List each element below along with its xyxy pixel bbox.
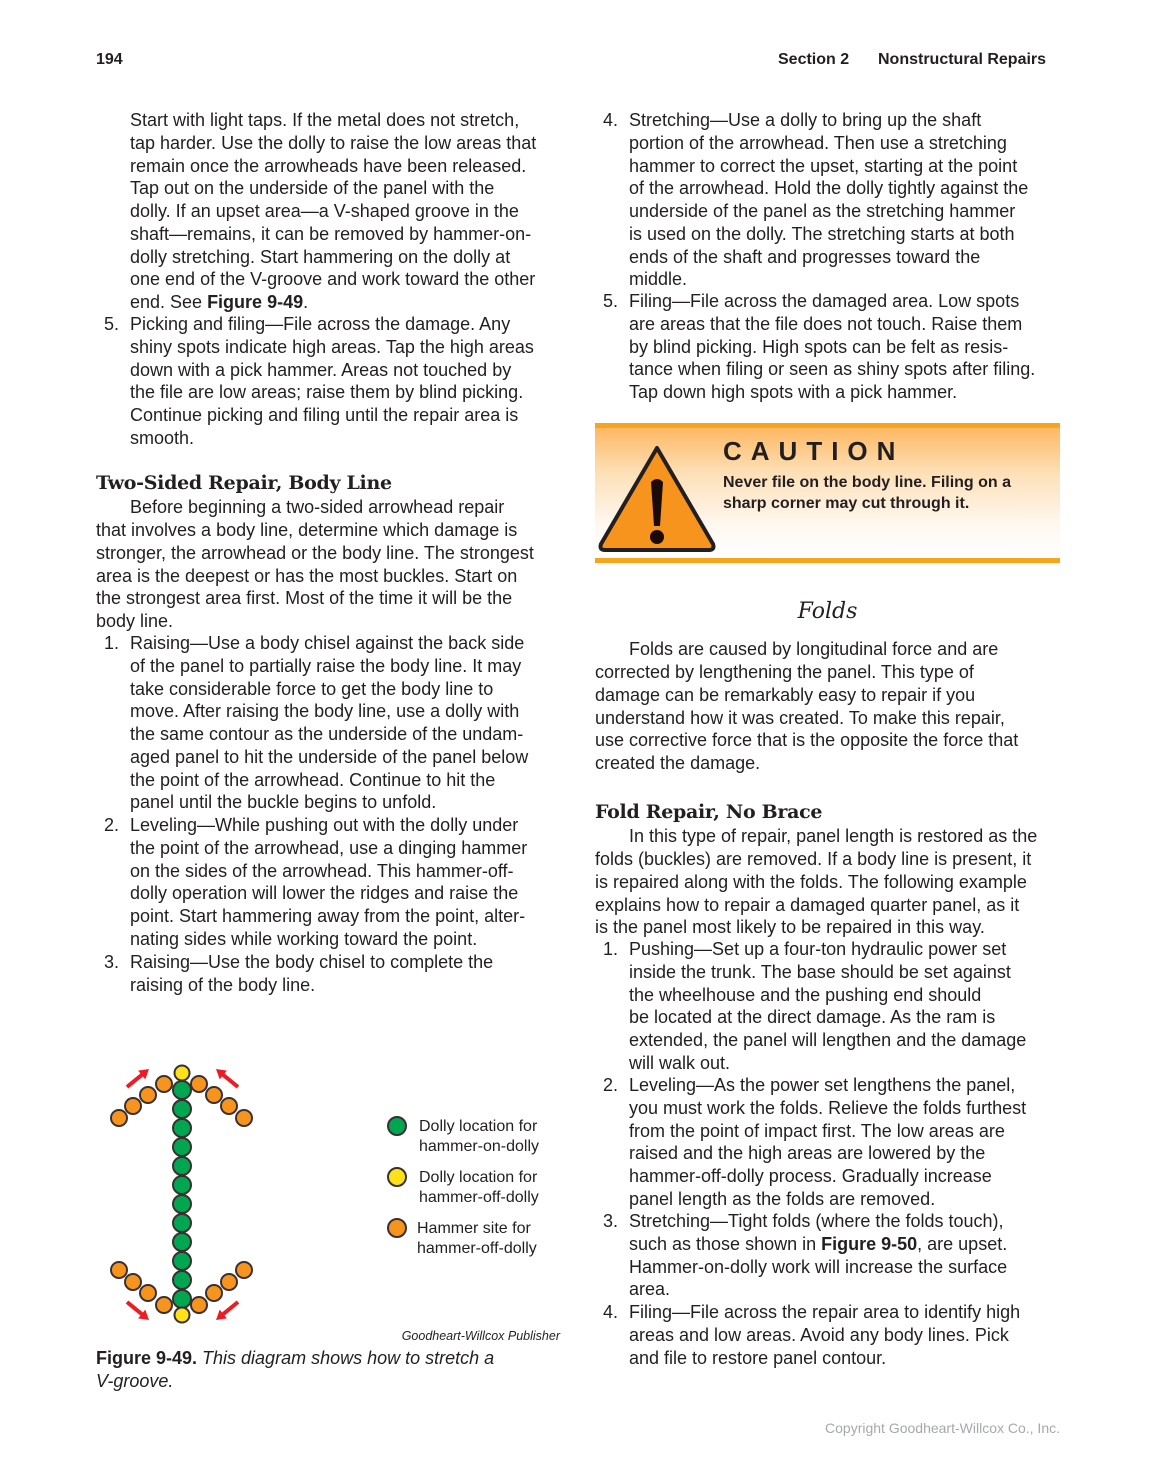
dolly-hammer-on-marker	[173, 1138, 191, 1156]
text-segment: corrected by lengthening the panel. This type of	[595, 662, 974, 682]
list-number: 4.	[603, 110, 619, 130]
hammer-site-marker	[156, 1076, 172, 1092]
text-segment: tance when filing or seen as shiny spots after filing.	[629, 359, 1036, 380]
text-segment: hammer-off-dolly process. Gradually increase	[629, 1166, 992, 1186]
text-segment: be located at the direct damage. As the ram is	[629, 1007, 996, 1028]
subsection-heading: Fold Repair, No Brace	[595, 801, 823, 823]
text-line	[629, 223, 1028, 246]
text-segment: Before beginning a two-sided arrowhead repair	[130, 497, 505, 517]
list-number: 3.	[104, 952, 120, 972]
text-segment: hammer to correct the upset, starting at the point	[629, 155, 1018, 176]
text-line	[629, 825, 1037, 848]
text-segment: In this type of repair, panel length is restored as the	[629, 826, 1038, 846]
caution-box	[595, 423, 1060, 563]
hammer-site-marker	[140, 1285, 156, 1301]
text-segment: , are upset.	[917, 1233, 1008, 1254]
text-segment: raising of the body line.	[130, 974, 316, 995]
text-segment: panel length as the folds are removed.	[629, 1188, 936, 1209]
text-line	[629, 381, 1035, 404]
text-segment: Start with light taps. If the metal does not stretch,	[130, 110, 520, 130]
text-segment: tap harder. Use the dolly to raise the low areas that	[130, 132, 537, 153]
text-segment: the file are low areas; raise them by blind picking.	[130, 382, 524, 403]
section-title: Nonstructural Repairs	[878, 51, 1047, 68]
legend-label: Dolly location for hammer-off-dolly	[419, 1169, 539, 1206]
text-segment: the same contour as the underside of the undam-	[130, 724, 524, 744]
text-segment: underside of the panel as the stretching hammer	[629, 201, 1016, 221]
text-line	[595, 752, 1018, 775]
text-line	[629, 638, 998, 661]
dolly-hammer-on-marker	[173, 1233, 191, 1251]
hammer-site-marker	[206, 1087, 222, 1103]
text-line	[595, 916, 1031, 939]
caption-label: Figure 9-49.	[96, 1348, 198, 1368]
hammer-site-marker	[236, 1262, 252, 1278]
hammer-site-marker	[125, 1274, 141, 1290]
text-line	[629, 132, 1028, 155]
text-segment: Raising—Use the body chisel to complete the	[130, 952, 494, 972]
text-segment: created the damage.	[595, 753, 761, 773]
dolly-hammer-on-marker	[173, 1100, 191, 1118]
list-item	[629, 109, 1028, 291]
list-number: 4.	[603, 1302, 619, 1322]
text-line	[595, 661, 1018, 684]
hammer-site-marker	[111, 1110, 127, 1126]
section-heading: Two-Sided Repair, Body Line	[96, 472, 392, 494]
text-segment: .	[303, 292, 309, 312]
direction-arrow-icon	[127, 1302, 149, 1320]
direction-arrow-icon	[127, 1069, 149, 1087]
list-item	[629, 938, 1026, 1075]
list-number: 5.	[603, 291, 619, 311]
hammer-site-marker	[191, 1076, 207, 1092]
hammer-site-marker	[236, 1110, 252, 1126]
text-line	[629, 1256, 1007, 1279]
text-segment: Picking and filing—File across the damage. Any	[130, 314, 511, 334]
text-segment: use corrective force that is the opposite the force that	[595, 730, 1019, 751]
dolly-hammer-on-marker	[173, 1271, 191, 1289]
hammer-site-marker	[156, 1297, 172, 1313]
text-line	[629, 1324, 1020, 1347]
text-segment: dolly stretching. Start hammering on the dolly at	[130, 246, 511, 267]
text-segment: understand how it was created. To make this repair,	[595, 707, 1005, 728]
text-segment: Filing—File across the repair area to identify high	[629, 1302, 1021, 1322]
text-line	[629, 1142, 1026, 1165]
text-segment: Stretching—Tight folds (where the folds touch),	[629, 1211, 1004, 1231]
list-number: 1.	[603, 939, 619, 959]
text-line	[595, 729, 1018, 752]
list-number: 1.	[104, 633, 120, 653]
text-line	[629, 155, 1028, 178]
text-segment: portion of the arrowhead. Then use a stretching	[629, 132, 1007, 153]
text-line	[629, 1074, 1026, 1097]
hammer-site-marker	[125, 1098, 141, 1114]
paragraph	[595, 661, 1018, 775]
text-segment: move. After raising the body line, use a dolly with	[130, 701, 520, 722]
text-segment: aged panel to hit the underside of the panel below	[130, 746, 529, 767]
text-segment: panel until the buckle begins to unfold.	[130, 792, 437, 813]
page-number: 194	[96, 51, 123, 68]
text-segment: from the point of impact first. The low areas are	[629, 1120, 1005, 1141]
text-segment: is the panel most likely to be repaired in this way.	[595, 917, 985, 938]
list-item	[629, 1301, 1020, 1369]
text-line	[629, 290, 1035, 313]
list-number: 5.	[104, 314, 120, 334]
text-segment: damage can be remarkably easy to repair if you	[595, 684, 976, 705]
dolly-hammer-on-marker	[173, 1195, 191, 1213]
text-segment: such as those shown in	[629, 1233, 822, 1254]
copyright: Copyright Goodheart-Willcox Co., Inc.	[825, 1420, 1060, 1436]
text-line	[629, 984, 1026, 1007]
text-line	[629, 109, 1028, 132]
text-segment: raised and the high areas are lowered by the	[629, 1143, 986, 1164]
text-line	[629, 1006, 1026, 1029]
text-line	[595, 707, 1018, 730]
hammer-site-marker	[140, 1087, 156, 1103]
text-line	[629, 1097, 1026, 1120]
text-segment: stronger, the arrowhead or the body line. The strongest	[96, 542, 534, 563]
text-segment: is used on the dolly. The stretching starts at both	[629, 223, 1015, 244]
text-line	[629, 1029, 1026, 1052]
text-segment: will walk out.	[629, 1052, 731, 1073]
text-segment: body line.	[96, 611, 174, 631]
text-segment: you must work the folds. Relieve the folds furthest	[629, 1097, 1027, 1118]
figure-reference: Figure 9-49	[207, 292, 304, 312]
text-segment: the wheelhouse and the pushing end should	[629, 984, 982, 1005]
text-line	[629, 246, 1028, 269]
dolly-hammer-on-marker	[173, 1119, 191, 1137]
text-segment: shiny spots indicate high areas. Tap the high areas	[130, 336, 534, 357]
text-segment: folds (buckles) are removed. If a body line is present, it	[595, 849, 1032, 869]
text-segment: are areas that the file does not touch. Raise them	[629, 313, 1023, 334]
text-segment: the point of the arrowhead, use a dinging hammer	[130, 837, 528, 858]
caution-title: CAUTION	[723, 436, 905, 466]
paragraph	[629, 825, 1037, 848]
hammer-site-marker	[221, 1098, 237, 1114]
figure-caption	[96, 1347, 494, 1393]
legend-label: Hammer site for hammer-off-dolly	[417, 1220, 537, 1257]
text-line	[629, 336, 1035, 359]
text-segment: nating sides while working toward the point.	[130, 928, 478, 949]
list-number: 3.	[603, 1211, 619, 1231]
section-label: Section 2	[778, 51, 850, 68]
legend-swatch-icon	[388, 1117, 406, 1135]
dolly-hammer-on-marker	[173, 1176, 191, 1194]
legend-swatch-icon	[388, 1168, 406, 1186]
text-segment: Folds are caused by longitudinal force and are	[629, 639, 999, 659]
text-line	[629, 358, 1035, 381]
warning-icon	[597, 442, 717, 552]
text-segment: explains how to repair a damaged quarter panel, as it	[595, 894, 1020, 915]
text-line	[629, 1233, 1007, 1256]
text-segment: of the panel to partially raise the body line. It may	[130, 655, 522, 676]
list-item	[629, 1074, 1026, 1211]
text-segment: remain once the arrowheads have been released.	[130, 155, 527, 176]
text-segment: area is the deepest or has the most buckles. Start on	[96, 565, 518, 586]
text-segment: Filing—File across the damaged area. Low spots	[629, 291, 1020, 311]
text-segment: and file to restore panel contour.	[629, 1347, 887, 1368]
text-segment: dolly operation will lower the ridges and raise the	[130, 883, 519, 904]
text-segment: on the sides of the arrowhead. This hammer-off-	[130, 860, 514, 881]
text-line	[595, 894, 1031, 917]
text-line	[629, 268, 1028, 291]
hammer-site-marker	[221, 1274, 237, 1290]
list-item	[629, 290, 1035, 404]
text-line	[629, 200, 1028, 223]
text-segment: one end of the V-groove and work toward the other	[130, 269, 536, 290]
text-segment: Stretching—Use a dolly to bring up the shaft	[629, 110, 982, 130]
text-segment: extended, the panel will lengthen and the damage	[629, 1030, 1027, 1050]
text-line	[629, 961, 1026, 984]
text-segment: middle.	[629, 269, 688, 290]
text-line	[595, 848, 1031, 871]
text-line	[629, 313, 1035, 336]
text-segment: areas and low areas. Avoid any body lines. Pick	[629, 1324, 1009, 1345]
figure-credit: Goodheart-Willcox Publisher	[401, 1329, 560, 1343]
text-segment: Leveling—While pushing out with the dolly under	[130, 815, 519, 835]
text-segment: Leveling—As the power set lengthens the panel,	[629, 1075, 1016, 1095]
text-segment: take considerable force to get the body line to	[130, 678, 494, 699]
text-segment: Tap out on the underside of the panel with the	[130, 178, 495, 199]
list-number: 2.	[603, 1075, 619, 1095]
text-segment: the strongest area first. Most of the time it will be the	[96, 588, 513, 609]
text-segment: Raising—Use a body chisel against the back side	[130, 633, 525, 653]
section-heading: Folds	[797, 599, 858, 624]
text-segment: inside the trunk. The base should be set against	[629, 961, 1011, 982]
text-segment: Hammer-on-dolly work will increase the surface	[629, 1256, 1008, 1277]
text-line	[595, 684, 1018, 707]
text-line	[629, 1188, 1026, 1211]
figure-reference: Figure 9-50	[821, 1233, 918, 1254]
text-line	[629, 177, 1028, 200]
text-segment: the point of the arrowhead. Continue to hit the	[130, 769, 496, 790]
text-segment: dolly. If an upset area—a V-shaped groove in the	[130, 201, 519, 221]
text-segment: ends of the shaft and progresses toward the	[629, 246, 981, 267]
dolly-hammer-off-marker	[175, 1308, 190, 1323]
text-segment: point. Start hammering away from the point, alter-	[130, 906, 526, 926]
dolly-hammer-on-marker	[173, 1252, 191, 1270]
text-segment: of the arrowhead. Hold the dolly tightly against the	[629, 178, 1029, 199]
text-line	[629, 1120, 1026, 1143]
text-segment: is repaired along with the folds. The following example	[595, 871, 1027, 892]
legend-label: Dolly location for hammer-on-dolly	[419, 1118, 540, 1155]
text-segment: shaft—remains, it can be removed by hammer-on-	[130, 223, 532, 244]
text-line	[629, 1347, 1020, 1370]
dolly-hammer-on-marker	[173, 1290, 191, 1308]
dolly-hammer-on-marker	[173, 1081, 191, 1099]
text-segment: area.	[629, 1279, 671, 1300]
caution-text: Never file on the body line. Filing on a sharp corner may cut through it.	[723, 474, 1012, 512]
dolly-hammer-on-marker	[173, 1157, 191, 1175]
list-number: 2.	[104, 815, 120, 835]
text-line	[595, 871, 1031, 894]
dolly-hammer-off-marker	[175, 1066, 190, 1081]
text-segment: Pushing—Set up a four-ton hydraulic power set	[629, 939, 1007, 959]
text-line	[629, 1052, 1026, 1075]
text-line	[629, 938, 1026, 961]
paragraph	[629, 638, 998, 661]
direction-arrow-icon	[216, 1069, 238, 1087]
text-segment: down with a pick hammer. Areas not touched by	[130, 359, 512, 380]
text-line	[629, 1278, 1007, 1301]
text-segment: smooth.	[130, 427, 195, 448]
text-line	[629, 1301, 1020, 1324]
text-segment: by blind picking. High spots can be felt as resis-	[629, 336, 1009, 357]
legend-swatch-icon	[388, 1219, 406, 1237]
caption-text: This diagram shows how to stretch a	[197, 1348, 495, 1368]
dolly-hammer-on-marker	[173, 1214, 191, 1232]
text-segment: that involves a body line, determine which damage is	[96, 520, 518, 540]
text-line	[629, 1210, 1007, 1233]
text-segment: end. See	[130, 292, 208, 312]
direction-arrow-icon	[216, 1302, 238, 1320]
hammer-site-marker	[206, 1285, 222, 1301]
hammer-site-marker	[191, 1297, 207, 1313]
paragraph	[595, 848, 1031, 939]
text-segment: Continue picking and filing until the repair area is	[130, 405, 519, 425]
text-segment: Tap down high spots with a pick hammer.	[629, 382, 958, 402]
list-item	[629, 1210, 1007, 1301]
text-line	[629, 1165, 1026, 1188]
hammer-site-marker	[111, 1262, 127, 1278]
caption-text: V-groove.	[96, 1370, 174, 1391]
